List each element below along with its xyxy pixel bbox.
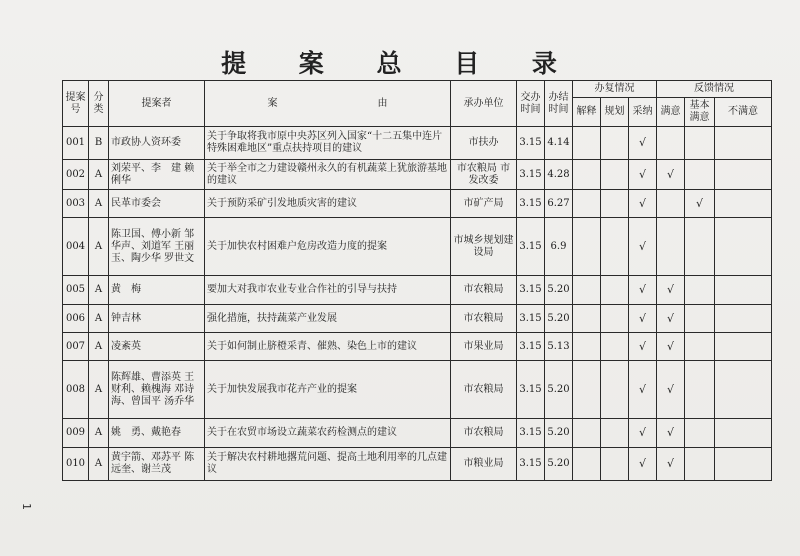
cell-category: A	[89, 361, 109, 419]
cell-reply-plan	[601, 361, 629, 419]
cell-cause: 关于争取将我市原中央苏区列入国家“十二五集中连片特殊困难地区”重点扶持项目的建议	[205, 127, 451, 160]
cell-feedback-unsatisfied	[715, 361, 772, 419]
cell-reply-plan	[601, 276, 629, 305]
cell-reply-explain	[573, 276, 601, 305]
cell-feedback-basic	[685, 448, 715, 481]
cell-close-time: 6.27	[545, 190, 573, 218]
cell-proposer: 陈卫国、傅小新 邹华声、刘道军 王丽玉、陶少华 罗世文	[109, 218, 205, 276]
header-feedback-group: 反馈情况	[657, 81, 772, 98]
cell-unit: 市扶办	[451, 127, 517, 160]
cell-category: A	[89, 160, 109, 190]
cell-close-time: 5.20	[545, 448, 573, 481]
cell-submit-time: 3.15	[517, 361, 545, 419]
cell-no: 003	[63, 190, 89, 218]
cell-reply-explain	[573, 218, 601, 276]
header-cause: 案 由	[205, 81, 451, 127]
table-row	[63, 448, 772, 481]
cell-reply-explain	[573, 448, 601, 481]
cell-submit-time: 3.15	[517, 448, 545, 481]
cell-no: 001	[63, 127, 89, 160]
header-proposer: 提案者	[109, 81, 205, 127]
cell-feedback-satisfied	[657, 127, 685, 160]
cell-no: 009	[63, 419, 89, 448]
cell-proposer: 陈辉雄、曹添英 王财利、赖槐海 邓诗海、曾国平 汤乔华	[109, 361, 205, 419]
header-close-time: 办结时间	[545, 81, 573, 127]
cell-feedback-unsatisfied	[715, 419, 772, 448]
cell-cause: 关于举全市之力建设赣州永久的有机蔬菜上犹旅游基地的建议	[205, 160, 451, 190]
cell-close-time: 5.13	[545, 333, 573, 361]
cell-no: 004	[63, 218, 89, 276]
cell-feedback-unsatisfied	[715, 190, 772, 218]
cell-reply-plan	[601, 448, 629, 481]
cell-reply-plan	[601, 218, 629, 276]
cell-proposer: 凌紊英	[109, 333, 205, 361]
cell-feedback-unsatisfied	[715, 218, 772, 276]
header-reply-plan: 规划	[601, 98, 629, 127]
cell-reply-adopt: √	[629, 448, 657, 481]
cell-reply-explain	[573, 190, 601, 218]
cell-submit-time: 3.15	[517, 419, 545, 448]
cell-unit: 市农粮局	[451, 361, 517, 419]
cell-reply-explain	[573, 127, 601, 160]
cell-unit: 市农粮局 市发改委	[451, 160, 517, 190]
table-row	[63, 127, 772, 160]
cell-proposer: 市政协人资环委	[109, 127, 205, 160]
cell-feedback-basic	[685, 276, 715, 305]
cell-reply-plan	[601, 127, 629, 160]
cell-no: 006	[63, 305, 89, 333]
cell-reply-plan	[601, 305, 629, 333]
cell-feedback-satisfied: √	[657, 361, 685, 419]
header-unit: 承办单位	[451, 81, 517, 127]
cell-proposer: 姚 勇、戴艳春	[109, 419, 205, 448]
cell-unit: 市果业局	[451, 333, 517, 361]
cell-no: 010	[63, 448, 89, 481]
cell-reply-adopt: √	[629, 190, 657, 218]
cell-feedback-unsatisfied	[715, 333, 772, 361]
cell-no: 008	[63, 361, 89, 419]
cell-feedback-satisfied: √	[657, 419, 685, 448]
table-row	[63, 160, 772, 190]
cell-unit: 市农粮局	[451, 276, 517, 305]
cell-reply-adopt: √	[629, 333, 657, 361]
cell-cause: 强化措施，扶持蔬菜产业发展	[205, 305, 451, 333]
cell-category: A	[89, 448, 109, 481]
cell-feedback-satisfied: √	[657, 333, 685, 361]
cell-feedback-satisfied: √	[657, 448, 685, 481]
cell-submit-time: 3.15	[517, 127, 545, 160]
cell-feedback-satisfied	[657, 218, 685, 276]
cell-feedback-unsatisfied	[715, 127, 772, 160]
cell-reply-plan	[601, 419, 629, 448]
cell-proposer: 民革市委会	[109, 190, 205, 218]
header-feedback-basic: 基本满意	[685, 98, 715, 127]
table-row	[63, 190, 772, 218]
cell-feedback-satisfied: √	[657, 160, 685, 190]
cell-submit-time: 3.15	[517, 276, 545, 305]
cell-feedback-basic	[685, 333, 715, 361]
cell-proposer: 黄宇箭、邓苏平 陈远奎、谢兰茂	[109, 448, 205, 481]
cell-reply-explain	[573, 361, 601, 419]
cell-reply-explain	[573, 333, 601, 361]
cell-reply-adopt: √	[629, 361, 657, 419]
cell-feedback-satisfied: √	[657, 305, 685, 333]
cell-submit-time: 3.15	[517, 190, 545, 218]
cell-no: 007	[63, 333, 89, 361]
cell-feedback-unsatisfied	[715, 276, 772, 305]
cell-close-time: 5.20	[545, 305, 573, 333]
cell-cause: 要加大对我市农业专业合作社的引导与扶持	[205, 276, 451, 305]
cell-reply-explain	[573, 305, 601, 333]
cell-cause: 关于在农贸市场设立蔬菜农药检测点的建议	[205, 419, 451, 448]
cell-proposer: 刘荣平、李 建 赖俐华	[109, 160, 205, 190]
table-row	[63, 276, 772, 305]
cell-category: A	[89, 333, 109, 361]
table-row	[63, 419, 772, 448]
cell-feedback-basic	[685, 361, 715, 419]
cell-close-time: 5.20	[545, 361, 573, 419]
cell-category: A	[89, 419, 109, 448]
cell-close-time: 5.20	[545, 419, 573, 448]
cell-close-time: 5.20	[545, 276, 573, 305]
cell-category: A	[89, 190, 109, 218]
cell-close-time: 6.9	[545, 218, 573, 276]
cell-category: A	[89, 305, 109, 333]
header-reply-group: 办复情况	[573, 81, 657, 98]
cell-unit: 市矿产局	[451, 190, 517, 218]
cell-close-time: 4.28	[545, 160, 573, 190]
cell-no: 002	[63, 160, 89, 190]
proposal-table	[62, 80, 772, 481]
header-category: 分类	[89, 81, 109, 127]
page-number: 1	[20, 503, 33, 510]
cell-cause: 关于如何制止脐橙采青、催熟、染色上市的建议	[205, 333, 451, 361]
cell-feedback-basic	[685, 127, 715, 160]
table-row	[63, 361, 772, 419]
cell-reply-explain	[573, 419, 601, 448]
cell-proposer: 黄 梅	[109, 276, 205, 305]
table-row	[63, 333, 772, 361]
cell-category: A	[89, 276, 109, 305]
cell-reply-adopt: √	[629, 127, 657, 160]
cell-feedback-basic	[685, 305, 715, 333]
cell-feedback-basic	[685, 218, 715, 276]
cell-feedback-basic: √	[685, 190, 715, 218]
cell-submit-time: 3.15	[517, 333, 545, 361]
cell-unit: 市农粮局	[451, 305, 517, 333]
header-reply-adopt: 采纳	[629, 98, 657, 127]
cell-reply-adopt: √	[629, 305, 657, 333]
cell-category: A	[89, 218, 109, 276]
page-title: 提 案 总 目 录	[221, 49, 579, 78]
table-row	[63, 218, 772, 276]
header-feedback-satisfied: 满意	[657, 98, 685, 127]
cell-proposer: 钟吉林	[109, 305, 205, 333]
header-no: 提案号	[63, 81, 89, 127]
header-reply-explain: 解释	[573, 98, 601, 127]
cell-feedback-satisfied	[657, 190, 685, 218]
cell-reply-adopt: √	[629, 276, 657, 305]
cell-submit-time: 3.15	[517, 218, 545, 276]
cell-reply-adopt: √	[629, 218, 657, 276]
cell-unit: 市粮业局	[451, 448, 517, 481]
cell-unit: 市农粮局	[451, 419, 517, 448]
header-submit-time: 交办时间	[517, 81, 545, 127]
cell-feedback-basic	[685, 419, 715, 448]
cell-feedback-unsatisfied	[715, 448, 772, 481]
cell-reply-adopt: √	[629, 160, 657, 190]
cell-cause: 关于加快发展我市花卉产业的提案	[205, 361, 451, 419]
cell-feedback-unsatisfied	[715, 305, 772, 333]
cell-submit-time: 3.15	[517, 160, 545, 190]
cell-reply-plan	[601, 160, 629, 190]
cell-reply-adopt: √	[629, 419, 657, 448]
cell-unit: 市城乡规划建设局	[451, 218, 517, 276]
cell-feedback-satisfied: √	[657, 276, 685, 305]
cell-no: 005	[63, 276, 89, 305]
cell-feedback-unsatisfied	[715, 160, 772, 190]
cell-cause: 关于解决农村耕地撂荒问题、提高土地利用率的几点建议	[205, 448, 451, 481]
cell-reply-plan	[601, 333, 629, 361]
header-feedback-unsatisfied: 不满意	[715, 98, 772, 127]
cell-cause: 关于预防采矿引发地质灾害的建议	[205, 190, 451, 218]
table-row	[63, 305, 772, 333]
cell-feedback-basic	[685, 160, 715, 190]
cell-category: B	[89, 127, 109, 160]
cell-reply-explain	[573, 160, 601, 190]
cell-submit-time: 3.15	[517, 305, 545, 333]
cell-cause: 关于加快农村困难户危房改造力度的提案	[205, 218, 451, 276]
cell-close-time: 4.14	[545, 127, 573, 160]
cell-reply-plan	[601, 190, 629, 218]
